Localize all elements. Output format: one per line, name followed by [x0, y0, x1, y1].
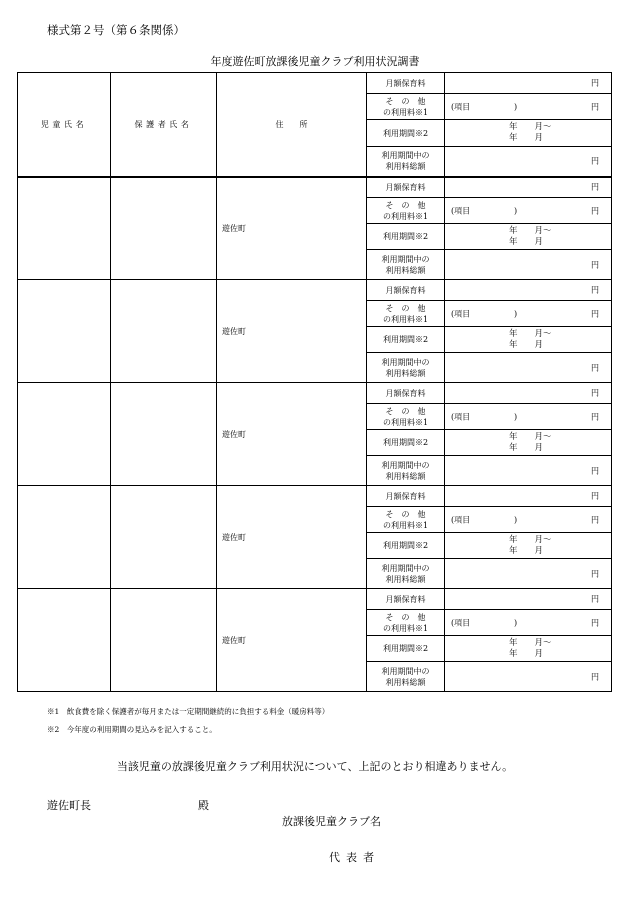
monthly-fee-label: 月額保育料 — [367, 589, 445, 610]
period-dates: 年 月〜 年 月 — [509, 535, 552, 556]
total-fee-label: 利用期間中の 利用料総額 — [367, 662, 445, 692]
period-label: 利用期間※2 — [367, 533, 445, 559]
child-name-cell[interactable] — [18, 383, 111, 486]
guardian-name-cell[interactable] — [111, 383, 217, 486]
period-dates: 年 月〜 年 月 — [509, 226, 552, 247]
yen-unit: 円 — [591, 594, 599, 604]
monthly-fee-cell[interactable] — [445, 589, 612, 610]
period-cell[interactable] — [445, 120, 612, 147]
total-fee-label: 利用期間中の 利用料総額 — [367, 456, 445, 486]
item-close: ) — [514, 206, 518, 215]
footnote-2: ※2 今年度の利用期間の見込みを記入すること。 — [47, 725, 217, 734]
yen-unit: 円 — [591, 309, 599, 318]
other-fee-cell[interactable] — [445, 301, 612, 327]
addressee: 遊佐町長 — [47, 799, 91, 812]
monthly-fee-cell[interactable] — [445, 177, 612, 198]
monthly-fee-cell[interactable] — [445, 73, 612, 94]
other-fee-cell[interactable] — [445, 198, 612, 224]
header-child-name: 児童氏名 — [18, 73, 111, 177]
monthly-fee-label: 月額保育料 — [367, 177, 445, 198]
address-cell[interactable]: 遊佐町 — [217, 589, 367, 692]
table-row — [18, 589, 612, 610]
yen-unit: 円 — [591, 260, 599, 269]
monthly-fee-label: 月額保育料 — [367, 73, 445, 94]
child-name-cell[interactable] — [18, 486, 111, 589]
guardian-name-cell[interactable] — [111, 589, 217, 692]
yen-unit: 円 — [591, 285, 599, 295]
period-label: 利用期間※2 — [367, 224, 445, 250]
item-close: ) — [514, 515, 518, 524]
total-fee-cell[interactable] — [445, 147, 612, 177]
address-cell[interactable]: 遊佐町 — [217, 383, 367, 486]
monthly-fee-cell[interactable] — [445, 383, 612, 404]
item-open: (項目 — [451, 515, 471, 524]
header-address: 住 所 — [217, 73, 367, 177]
yen-unit: 円 — [591, 569, 599, 578]
certification-statement: 当該児童の放課後児童クラブ利用状況について、上記のとおり相違ありません。 — [116, 760, 514, 773]
document-title: 年度遊佐町放課後児童クラブ利用状況調書 — [210, 55, 420, 68]
yen-unit: 円 — [591, 515, 599, 524]
yen-unit: 円 — [591, 182, 599, 192]
yen-unit: 円 — [591, 388, 599, 398]
period-label: 利用期間※2 — [367, 430, 445, 456]
child-name-cell[interactable] — [18, 280, 111, 383]
yen-unit: 円 — [591, 412, 599, 421]
other-fee-cell[interactable] — [445, 404, 612, 430]
table-row — [18, 383, 612, 404]
other-fee-label: そ の 他 の利用料※1 — [367, 507, 445, 533]
guardian-name-cell[interactable] — [111, 486, 217, 589]
table-row — [18, 280, 612, 301]
period-label: 利用期間※2 — [367, 636, 445, 662]
child-name-cell[interactable] — [18, 177, 111, 280]
period-dates: 年 月〜 年 月 — [509, 638, 552, 659]
period-label: 利用期間※2 — [367, 120, 445, 147]
period-cell[interactable] — [445, 636, 612, 662]
other-fee-cell[interactable] — [445, 94, 612, 120]
guardian-name-cell[interactable] — [111, 280, 217, 383]
address-cell[interactable]: 遊佐町 — [217, 177, 367, 280]
item-close: ) — [514, 309, 518, 318]
yen-unit: 円 — [591, 491, 599, 501]
table-row — [18, 73, 612, 94]
yen-unit: 円 — [591, 206, 599, 215]
total-fee-label: 利用期間中の 利用料総額 — [367, 353, 445, 383]
item-open: (項目 — [451, 412, 471, 421]
usage-table — [17, 72, 612, 692]
total-fee-cell[interactable] — [445, 353, 612, 383]
period-cell[interactable] — [445, 533, 612, 559]
child-name-cell[interactable] — [18, 589, 111, 692]
monthly-fee-label: 月額保育料 — [367, 486, 445, 507]
form-number: 様式第２号（第６条関係） — [47, 23, 185, 37]
yen-unit: 円 — [591, 363, 599, 372]
honorific: 殿 — [198, 799, 209, 812]
other-fee-label: そ の 他 の利用料※1 — [367, 610, 445, 636]
club-name-label: 放課後児童クラブ名 — [282, 815, 381, 828]
header-guardian-name: 保護者氏名 — [111, 73, 217, 177]
yen-unit: 円 — [591, 672, 599, 681]
other-fee-label: そ の 他 の利用料※1 — [367, 94, 445, 120]
table-row — [18, 177, 612, 198]
item-open: (項目 — [451, 102, 471, 111]
other-fee-cell[interactable] — [445, 610, 612, 636]
other-fee-label: そ の 他 の利用料※1 — [367, 301, 445, 327]
period-cell[interactable] — [445, 327, 612, 353]
other-fee-label: そ の 他 の利用料※1 — [367, 404, 445, 430]
period-cell[interactable] — [445, 224, 612, 250]
representative-label: 代表者 — [329, 851, 381, 864]
yen-unit: 円 — [591, 466, 599, 475]
item-close: ) — [514, 102, 518, 111]
item-close: ) — [514, 618, 518, 627]
total-fee-cell[interactable] — [445, 662, 612, 692]
yen-unit: 円 — [591, 78, 599, 88]
period-cell[interactable] — [445, 430, 612, 456]
total-fee-cell[interactable] — [445, 250, 612, 280]
guardian-name-cell[interactable] — [111, 177, 217, 280]
address-cell[interactable]: 遊佐町 — [217, 280, 367, 383]
period-dates: 年 月〜 年 月 — [509, 432, 552, 453]
footnote-1: ※1 飲食費を除く保護者が毎月または一定期間継続的に負担する料金（暖房料等） — [47, 707, 330, 716]
yen-unit: 円 — [591, 618, 599, 627]
monthly-fee-label: 月額保育料 — [367, 280, 445, 301]
total-fee-cell[interactable] — [445, 559, 612, 589]
total-fee-label: 利用期間中の 利用料総額 — [367, 250, 445, 280]
monthly-fee-cell[interactable] — [445, 280, 612, 301]
period-dates: 年 月〜 年 月 — [509, 329, 552, 350]
period-dates: 年 月〜 年 月 — [509, 122, 552, 143]
table-row — [18, 486, 612, 507]
item-open: (項目 — [451, 618, 471, 627]
item-open: (項目 — [451, 309, 471, 318]
period-label: 利用期間※2 — [367, 327, 445, 353]
other-fee-cell[interactable] — [445, 507, 612, 533]
item-close: ) — [514, 412, 518, 421]
monthly-fee-label: 月額保育料 — [367, 383, 445, 404]
item-open: (項目 — [451, 206, 471, 215]
monthly-fee-cell[interactable] — [445, 486, 612, 507]
other-fee-label: そ の 他 の利用料※1 — [367, 198, 445, 224]
yen-unit: 円 — [591, 156, 599, 166]
address-cell[interactable]: 遊佐町 — [217, 486, 367, 589]
yen-unit: 円 — [591, 102, 599, 111]
total-fee-label: 利用期間中の 利用料総額 — [367, 147, 445, 177]
total-fee-cell[interactable] — [445, 456, 612, 486]
total-fee-label: 利用期間中の 利用料総額 — [367, 559, 445, 589]
